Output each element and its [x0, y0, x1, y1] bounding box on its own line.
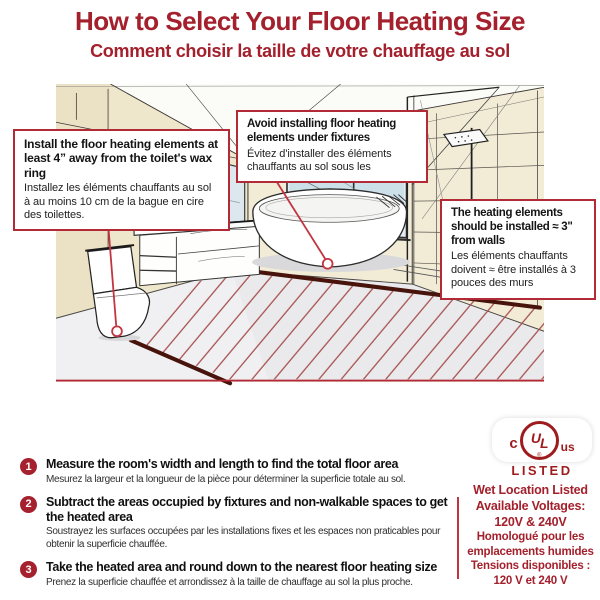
tensions-label: Tensions disponibles : 120 V et 240 V	[470, 560, 591, 588]
page-subtitle: Comment choisir la taille de votre chauffage au sol	[90, 41, 510, 61]
callout-text-fr: Évitez d'installer des éléments chauffants au sol sous les	[247, 147, 392, 173]
callout-toilet-clearance	[13, 129, 230, 231]
pointer-dot-tub	[323, 259, 333, 269]
callout-text-fr: Installez les éléments chauffants au sol à au moins 10 cm de la bague en cire des toilettes.	[24, 182, 212, 221]
ul-us-label: us	[560, 439, 575, 454]
step-number-badge: 3	[20, 561, 37, 578]
page-title: How to Select Your Floor Heating Size	[74, 6, 526, 36]
callout-under-fixtures	[236, 110, 428, 183]
list-item	[20, 457, 460, 486]
list-item	[20, 495, 460, 552]
ul-listed-badge	[492, 418, 592, 478]
ul-badge-icon	[492, 418, 592, 462]
homologue-label: Homologué pour les emplacements humides	[467, 531, 594, 558]
callout-text-en: Avoid installing floor heating elements under fixtures	[247, 118, 397, 144]
ul-circle-icon: UL ®	[520, 421, 559, 460]
callout-text-en: The heating elements should be installed ≈ 3" from walls	[451, 207, 573, 247]
illustration-bottom-rule	[56, 380, 544, 382]
registered-mark: ®	[536, 453, 542, 459]
wet-location-label: Wet Location Listed	[473, 483, 588, 497]
callout-text-fr: Les éléments chauffants doivent ≈ être installés à 3 pouces des murs	[451, 250, 576, 290]
callout-wall-clearance	[440, 199, 596, 300]
list-item	[20, 560, 460, 589]
ul-c-label: c	[509, 435, 518, 452]
callout-text-en: Install the floor heating elements at least 4” away from the toilet's wax ring	[24, 137, 218, 180]
step-text-en: Subtract the areas occupied by fixtures and non-walkable spaces to get the heated area	[46, 494, 448, 524]
instructions-list	[20, 457, 460, 589]
step-text-en: Take the heated area and round down to the nearest floor heating size	[46, 560, 437, 575]
certification-block	[461, 482, 600, 589]
step-text-fr: Soustrayez les surfaces occupées par les installations fixes et les espaces non praticables pour obtenir la superficie chauffée.	[46, 526, 441, 551]
voltages-label: Available Voltages: 120V & 240V	[475, 499, 586, 529]
step-number-badge: 2	[20, 496, 37, 513]
pointer-dot-toilet	[112, 326, 122, 336]
step-text-fr: Prenez la superficie chauffée et arrondissez à la taille de chauffage au sol la plus proche.	[46, 577, 413, 588]
ul-listed-label: LISTED	[511, 463, 573, 478]
vertical-divider	[457, 497, 459, 579]
step-text-en: Measure the room's width and length to find the total floor area	[46, 457, 399, 471]
step-text-fr: Mesurez la largeur et la longueur de la pièce pour déterminer la superficie totale au sol.	[46, 473, 406, 485]
step-number-badge: 1	[20, 458, 37, 475]
